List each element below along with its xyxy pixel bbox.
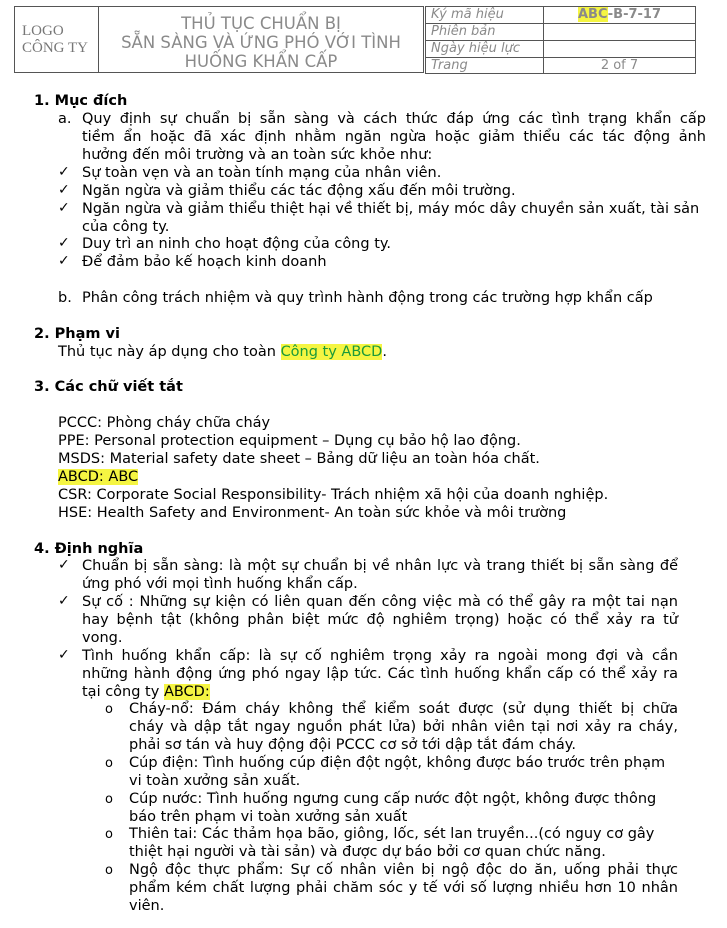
def-incident-2: hay bệnh tật (không phân biệt mức độ nghiêm trọng) hoặc có thể xảy ra tử: [82, 612, 678, 628]
sub-food-1: Ngộ độc thực phẩm: Sự cố nhân viên bị ngộ độc do ăn, uống phải thực: [129, 862, 678, 878]
checkmark-icon: ✓: [58, 253, 70, 269]
purpose-check-4: Duy trì an ninh cho hoạt động của công ty.: [82, 236, 391, 252]
sub-fire-3: phải sơ tán và huy động đội PCCC cơ sở tới dập tắt đám cháy.: [129, 737, 576, 753]
checkmark-icon: ✓: [58, 164, 70, 180]
section-3-title: 3. Các chữ viết tắt: [34, 379, 183, 395]
checkmark-icon: ✓: [58, 593, 70, 609]
purpose-check-2: Ngăn ngừa và giảm thiểu các tác động xấu đến môi trường.: [82, 183, 516, 199]
document-header: [14, 6, 696, 73]
bullet-circle-icon: o: [105, 863, 113, 878]
purpose-check-5: Để đảm bảo kế hoạch kinh doanh: [82, 254, 327, 270]
section-4-title: 4. Định nghĩa: [34, 541, 144, 557]
def-incident-1: Sự cố : Những sự kiện có liên quan đến công việc mà có thể gây ra một tai nạn: [82, 594, 678, 610]
meta-row-version: Phiên bản: [425, 23, 696, 40]
bullet-circle-icon: o: [105, 792, 113, 807]
sub-disaster-1: Thiên tai: Các thảm họa bão, giông, lốc, sét lan truyền...(có nguy cơ gây: [129, 826, 655, 842]
def-preparedness-2: ứng phó với mọi tình huống khẩn cấp.: [82, 576, 358, 592]
def-emergency-1: Tình huống khẩn cấp: là sự cố nghiêm trọng xảy ra ngoài mong đợi và cần: [82, 648, 678, 664]
sub-food-3: viên.: [129, 898, 165, 914]
sub-fire-1: Cháy-nổ: Đám cháy không thể kiểm soát được (sử dụng thiết bị chữa: [129, 701, 678, 717]
bullet-circle-icon: o: [105, 702, 113, 717]
abbr-pccc: PCCC: Phòng cháy chữa cháy: [58, 415, 271, 431]
def-emergency-2: những hành động ứng phó ngay lập tức. Các tình huống khẩn cấp có thể xảy ra: [82, 666, 678, 682]
scope-text: Thủ tục này áp dụng cho toàn Công ty ABCD.: [58, 344, 387, 360]
bullet-circle-icon: o: [105, 756, 113, 771]
purpose-line-3: hưởng đến môi trường và an toàn sức khỏe như:: [82, 147, 433, 163]
checkmark-icon: ✓: [58, 200, 70, 216]
checkmark-icon: ✓: [58, 647, 70, 663]
doc-code: ABC-B-7-17: [543, 6, 696, 24]
purpose-line-2: tiềm ẩn hoặc đã xác định nhằm ngăn ngừa hoặc giảm thiểu các tác động ảnh: [82, 129, 706, 145]
sub-water-1: Cúp nước: Tình huống ngưng cung cấp nước đột ngột, không được thông: [129, 791, 657, 807]
checkmark-icon: ✓: [58, 235, 70, 251]
document-title: THỦ TỤC CHUẨN BỊ SẴN SÀNG VÀ ỨNG PHÓ VỚI TÌNH HUỐNG KHẨN CẤP: [98, 6, 424, 73]
sub-power-1: Cúp điện: Tình huống cúp điện đột ngột, không được báo trước trên phạm: [129, 755, 666, 771]
sub-food-2: phẩm kém chất lượng phải chăm sóc y tế với số lượng nhiều hơn 10 nhân: [129, 880, 678, 896]
checkmark-icon: ✓: [58, 557, 70, 573]
checkmark-icon: ✓: [58, 182, 70, 198]
purpose-check-3-cont: của công ty.: [82, 219, 170, 235]
item-b-marker: b.: [58, 290, 72, 306]
abbr-hse: HSE: Health Safety and Environment- An toàn sức khỏe và môi trường: [58, 505, 567, 521]
def-emergency-3: tại công ty ABCD:: [82, 684, 210, 700]
item-b-text: Phân công trách nhiệm và quy trình hành động trong các trường hợp khẩn cấp: [82, 290, 653, 306]
def-incident-3: vong.: [82, 630, 123, 646]
sub-fire-2: cháy và dập tắt ngay nguồn phát lửa) bởi nhân viên tại nơi xảy ra cháy,: [129, 719, 678, 735]
sub-disaster-2: thiệt hại người và tài sản) và được dự báo bởi cơ quan chức năng.: [129, 844, 606, 860]
purpose-check-3: Ngăn ngừa và giảm thiểu thiệt hại về thiết bị, máy móc dây chuyền sản xuất, tài sản: [82, 201, 700, 217]
company-logo: LOGO CÔNG TY: [14, 6, 99, 73]
item-a-marker: a.: [58, 111, 72, 127]
abbr-csr: CSR: Corporate Social Responsibility- Trách nhiệm xã hội của doanh nghiệp.: [58, 487, 609, 503]
purpose-line-1: Quy định sự chuẩn bị sẵn sàng và cách thức đáp ứng các tình trạng khẩn cấp: [82, 111, 706, 127]
company-name: Công ty ABCD: [280, 344, 383, 360]
def-preparedness-1: Chuẩn bị sẵn sàng: là một sự chuẩn bị về nhân lực và trang thiết bị sẵn sàng để: [82, 558, 678, 574]
section-2-title: 2. Phạm vi: [34, 326, 120, 342]
sub-power-2: vi toàn xưởng sản xuất.: [129, 773, 301, 789]
meta-row-code: Ký mã hiệu ABC-B-7-17: [425, 6, 696, 23]
bullet-circle-icon: o: [105, 827, 113, 842]
meta-row-effective-date: Ngày hiệu lực: [425, 40, 696, 57]
sub-water-2: báo trên phạm vi toàn xưởng sản xuất: [129, 809, 408, 825]
section-1-title: 1. Mục đích: [34, 93, 128, 109]
purpose-check-1: Sự toàn vẹn và an toàn tính mạng của nhân viên.: [82, 165, 442, 181]
abbr-abcd: ABCD: ABC: [58, 469, 139, 485]
abbr-msds: MSDS: Material safety date sheet – Bảng dữ liệu an toàn hóa chất.: [58, 451, 540, 467]
document-meta-table: [425, 6, 696, 73]
page-number: 2 of 7: [543, 57, 696, 74]
abbr-ppe: PPE: Personal protection equipment – Dụng cụ bảo hộ lao động.: [58, 433, 521, 449]
meta-row-page: Trang 2 of 7: [425, 57, 696, 74]
